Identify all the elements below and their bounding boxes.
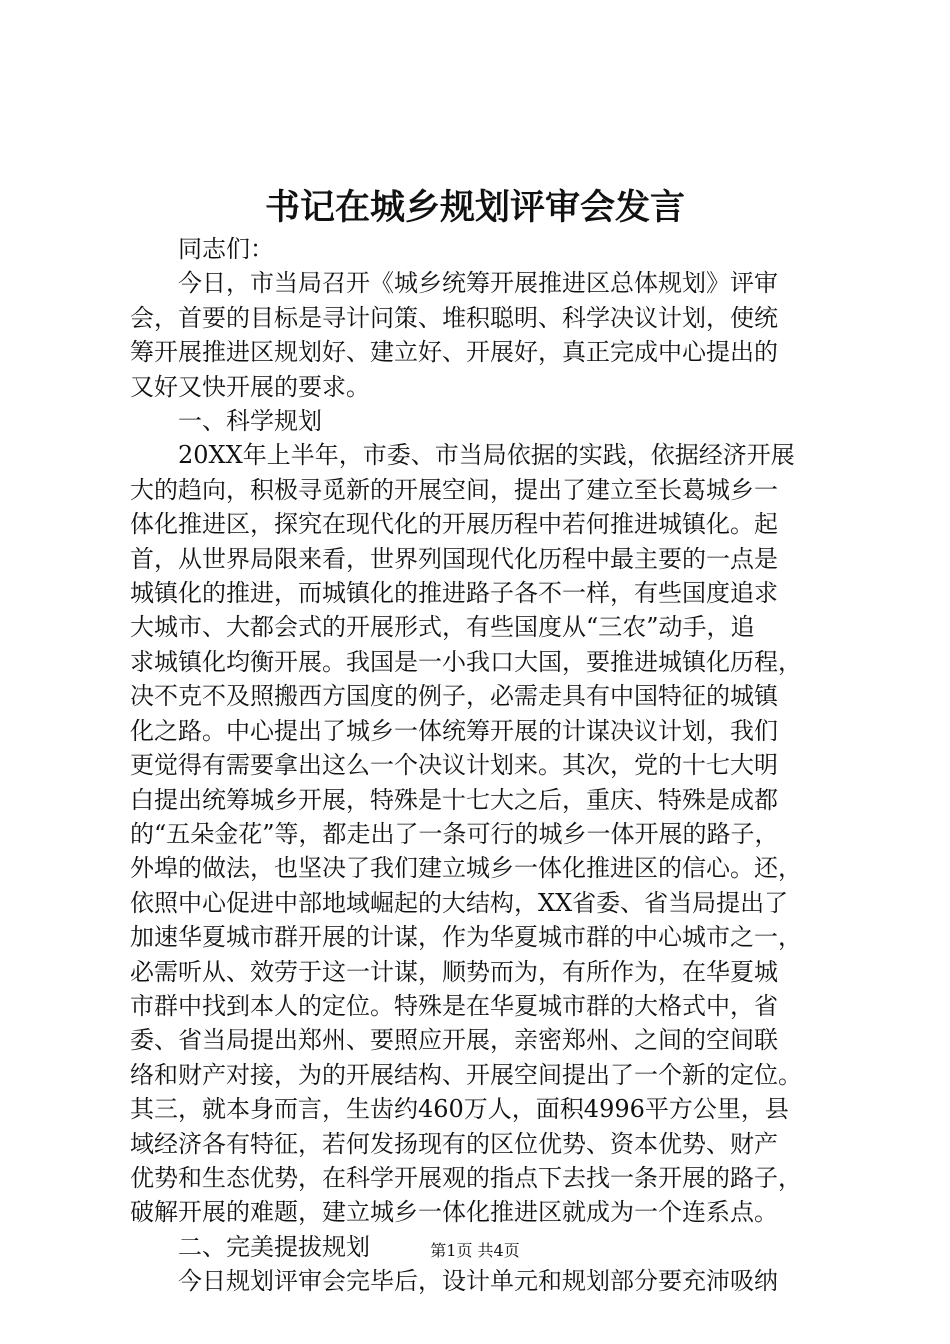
- text-line: 会，首要的目标是寻计问策、堆积聪明、科学决议计划，使统: [130, 303, 778, 332]
- text-line: 白提出统筹城乡开展，特殊是十七大之后，重庆、特殊是成都: [130, 785, 778, 814]
- text-line: 络和财产对接，为的开展结构、开展空间提出了一个新的定位。: [130, 1060, 802, 1089]
- greeting: 同志们：: [178, 235, 274, 263]
- text-line: 筹开展推进区规划好、建立好、开展好，真正完成中心提出的: [130, 338, 778, 367]
- text-line: 今日，市当局召开《城乡统筹开展推进区总体规划》评审: [178, 269, 778, 298]
- text-line: 外埠的做法，也坚决了我们建立城乡一体化推进区的信心。还，: [130, 854, 802, 883]
- document-title: 书记在城乡规划评审会发言: [264, 187, 685, 228]
- text-line: 求城镇化均衡开展。我国是一小我口大国，要推进城镇化历程，: [130, 647, 802, 676]
- text-line: 大的趋向，积极寻觅新的开展空间，提出了建立至长葛城乡一: [130, 475, 778, 504]
- text-line: 其三，就本身而言，生齿约460万人，面积4996平方公里，县: [130, 1095, 789, 1124]
- section-heading-2: 二、完美提拔规划: [178, 1232, 370, 1261]
- text-line: 破解开展的难题，建立城乡一体化推进区就成为一个连系点。: [130, 1198, 778, 1227]
- text-line: 必需听从、效劳于这一计谋，顺势而为，有所作为，在华夏城: [130, 957, 778, 986]
- document-body: [130, 232, 830, 1299]
- text-line: 城镇化的推进，而城镇化的推进路子各不一样，有些国度追求: [130, 579, 778, 608]
- section-heading-1: 一、科学规划: [178, 407, 322, 436]
- text-line: 今日规划评审会完毕后，设计单元和规划部分要充沛吸纳: [178, 1267, 778, 1296]
- text-line: 委、省当局提出郑州、要照应开展，亲密郑州、之间的空间联: [130, 1026, 778, 1055]
- text-line: 市群中找到本人的定位。特殊是在华夏城市群的大格式中，省: [130, 991, 778, 1020]
- text-line: 体化推进区，探究在现代化的开展历程中若何推进城镇化。起: [130, 510, 778, 539]
- section-2-paragraph: [130, 1264, 830, 1298]
- text-line: 决不克不及照搬西方国度的例子，必需走具有中国特征的城镇: [130, 682, 778, 711]
- text-line: 更觉得有需要拿出这么一个决议计划来。其次，党的十七大明: [130, 751, 778, 780]
- text-line: 又好又快开展的要求。: [130, 372, 370, 401]
- intro-paragraph: [130, 266, 830, 404]
- text-line: 20XX年上半年，市委、市当局依据的实践，依据经济开展: [178, 441, 795, 470]
- text-line: 化之路。中心提出了城乡一体统筹开展的计谋决议计划，我们: [130, 716, 778, 745]
- text-line: 首，从世界局限来看，世界列国现代化历程中最主要的一点是: [130, 544, 778, 573]
- text-line: 优势和生态优势，在科学开展观的指点下去找一条开展的路子，: [130, 1163, 802, 1192]
- text-line: 依照中心促进中部地域崛起的大结构，XX省委、省当局提出了: [130, 888, 789, 917]
- text-line: 域经济各有特征，若何发扬现有的区位优势、资本优势、财产: [130, 1129, 778, 1158]
- page-footer: 第1页 共4页: [430, 1241, 520, 1260]
- section-1-paragraph: [130, 438, 830, 1229]
- text-line: 的“五朵金花”等，都走出了一条可行的城乡一体开展的路子，: [130, 819, 779, 848]
- text-line: 加速华夏城市群开展的计谋，作为华夏城市群的中心城市之一，: [130, 923, 802, 952]
- text-line: 大城市、大都会式的开展形式，有些国度从“三农”动手，追: [130, 613, 755, 642]
